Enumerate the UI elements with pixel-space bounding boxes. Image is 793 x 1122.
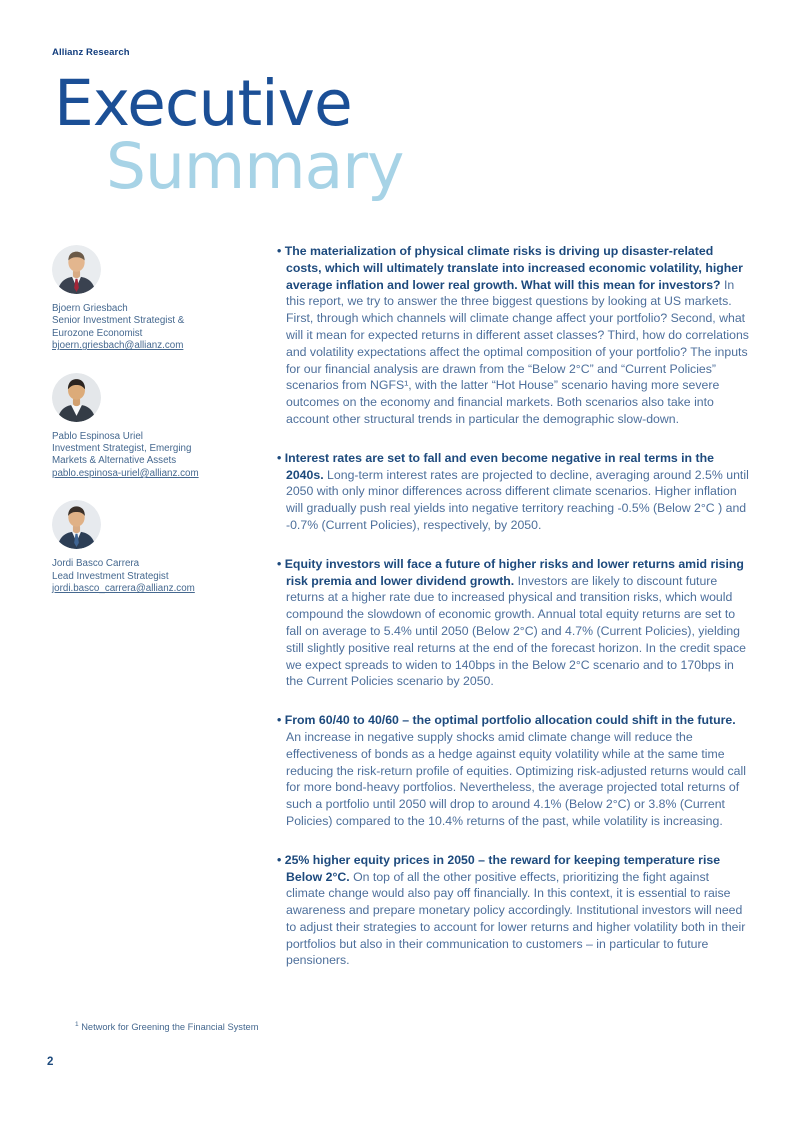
summary-bullets — [277, 243, 749, 991]
bullet-paragraph — [277, 450, 749, 534]
author-card — [52, 500, 252, 595]
author-card — [52, 373, 252, 481]
title-line-executive: Executive — [54, 67, 352, 140]
authors-column — [52, 245, 252, 615]
bullet-paragraph — [277, 243, 749, 428]
bullet-dot: • — [277, 713, 282, 728]
page-title — [54, 67, 404, 203]
footnote-text: Network for Greening the Financial System — [78, 1022, 259, 1033]
author-email-link[interactable]: jordi.basco_carrera@allianz.com — [52, 583, 195, 595]
author-photo — [52, 500, 101, 549]
author-name: Pablo Espinosa Uriel — [52, 430, 143, 442]
author-card — [52, 245, 252, 353]
title-line-summary: Summary — [106, 130, 404, 203]
author-name: Jordi Basco Carrera — [52, 558, 140, 570]
author-name: Bjoern Griesbach — [52, 303, 128, 314]
bullet-body: On top of all the other positive effects, prioritizing the fight against climate change would also pay off financially. In this context, it is essential to raise awareness and prepare monetary policy accordingly. Institutional investors will need to adjust their strategies to account for lower returns and higher volatility both in their portfolios but also in their communication to customers – in particular to future pensioners. — [286, 869, 746, 968]
bullet-dot: • — [277, 450, 282, 465]
bullet-body: An increase in negative supply shocks amid climate change will reduce the effectiveness of bonds as a hedge against equity volatility while at the same time reducing the risk-return profile of equities. Optimizing risk-adjusted returns would call for more bond-heavy portfolios. Nevertheless, the average projected total returns of such a portfolio until 2050 will drop to around 4.1% (Below 2°C) or 3.8% (Current Policies) compared to the 10.4% returns of the past, while volatility is increasing. — [286, 729, 746, 828]
author-email-link[interactable]: bjoern.griesbach@allianz.com — [52, 340, 184, 352]
bullet-dot: • — [277, 852, 282, 867]
bullet-dot: • — [277, 244, 282, 258]
author-role: Senior Investment Strategist & Eurozone Economist — [52, 315, 185, 339]
bullet-dot: • — [277, 556, 282, 571]
footnote — [75, 1021, 258, 1032]
author-photo — [52, 373, 101, 422]
bullet-lead: 25% higher equity prices in 2050 – the reward for keeping temperature rise Below 2°C. — [284, 852, 721, 884]
bullet-body: Long-term interest rates are projected to decline, averaging around 2.5% until 2050 with only minor differences across different climate scenarios. Higher inflation will gradually push real yields into negative territory reaching -0.5% (Below 2°C ) and -0.7% (Current Policies), respectively, by 2050. — [286, 467, 749, 532]
author-photo — [52, 245, 101, 294]
bullet-paragraph — [277, 852, 749, 970]
bullet-body: Investors are likely to discount future returns at a higher rate due to increased physical and transition risks, which would compound the slowdown of economic growth. Annual total equity returns are set to fall on average to 5.4% until 2050 (Below 2°C) and 4.7% (Current Policies), yielding still slightly positive real returns at the end of the forecast horizon. In the credit space we expect spreads to widen to 140bps in the Below 2°C scenario and to 170bps in the Current Policies scenario by 2050. — [286, 573, 747, 689]
bullet-lead: The materialization of physical climate risks is driving up disaster-related costs, which will ultimately translate into increased economic volatility, higher average inflation and lower real growth. What will this mean for investors? — [284, 244, 743, 292]
bullet-paragraph — [277, 556, 749, 690]
author-email-link[interactable]: pablo.espinosa-uriel@allianz.com — [52, 467, 199, 479]
footnote-marker: 1 — [75, 1021, 79, 1028]
bullet-lead: From 60/40 to 40/60 – the optimal portfolio allocation could shift in the future. — [284, 713, 736, 728]
author-role: Lead Investment Strategist — [52, 570, 169, 582]
bullet-lead: Equity investors will face a future of higher risks and lower returns amid rising risk premia and lower dividend growth. — [284, 556, 744, 588]
author-role: Investment Strategist, Emerging Markets & Alternative Assets — [52, 443, 192, 467]
bullet-paragraph — [277, 712, 749, 830]
bullet-body: In this report, we try to answer the three biggest questions by looking at US markets. First, through which channels will climate change affect your portfolio? Second, what will it mean for expected returns in different asset classes? Third, how do correlations and volatility expectations affect the optimal composition of your portfolio? The inputs for our financial analysis are drawn from the “Below 2°C” and “Current Policies” scenarios from NGFS¹, with the latter “Hot House” scenario having more severe outcomes on the economy and financial markets. Both scenarios also take into account other structural trends in particular the demographic slow-down. — [286, 277, 749, 426]
brand-label: Allianz Research — [52, 47, 130, 58]
page-number: 2 — [47, 1056, 54, 1068]
bullet-lead: Interest rates are set to fall and even become negative in real terms in the 2040s. — [284, 450, 714, 482]
